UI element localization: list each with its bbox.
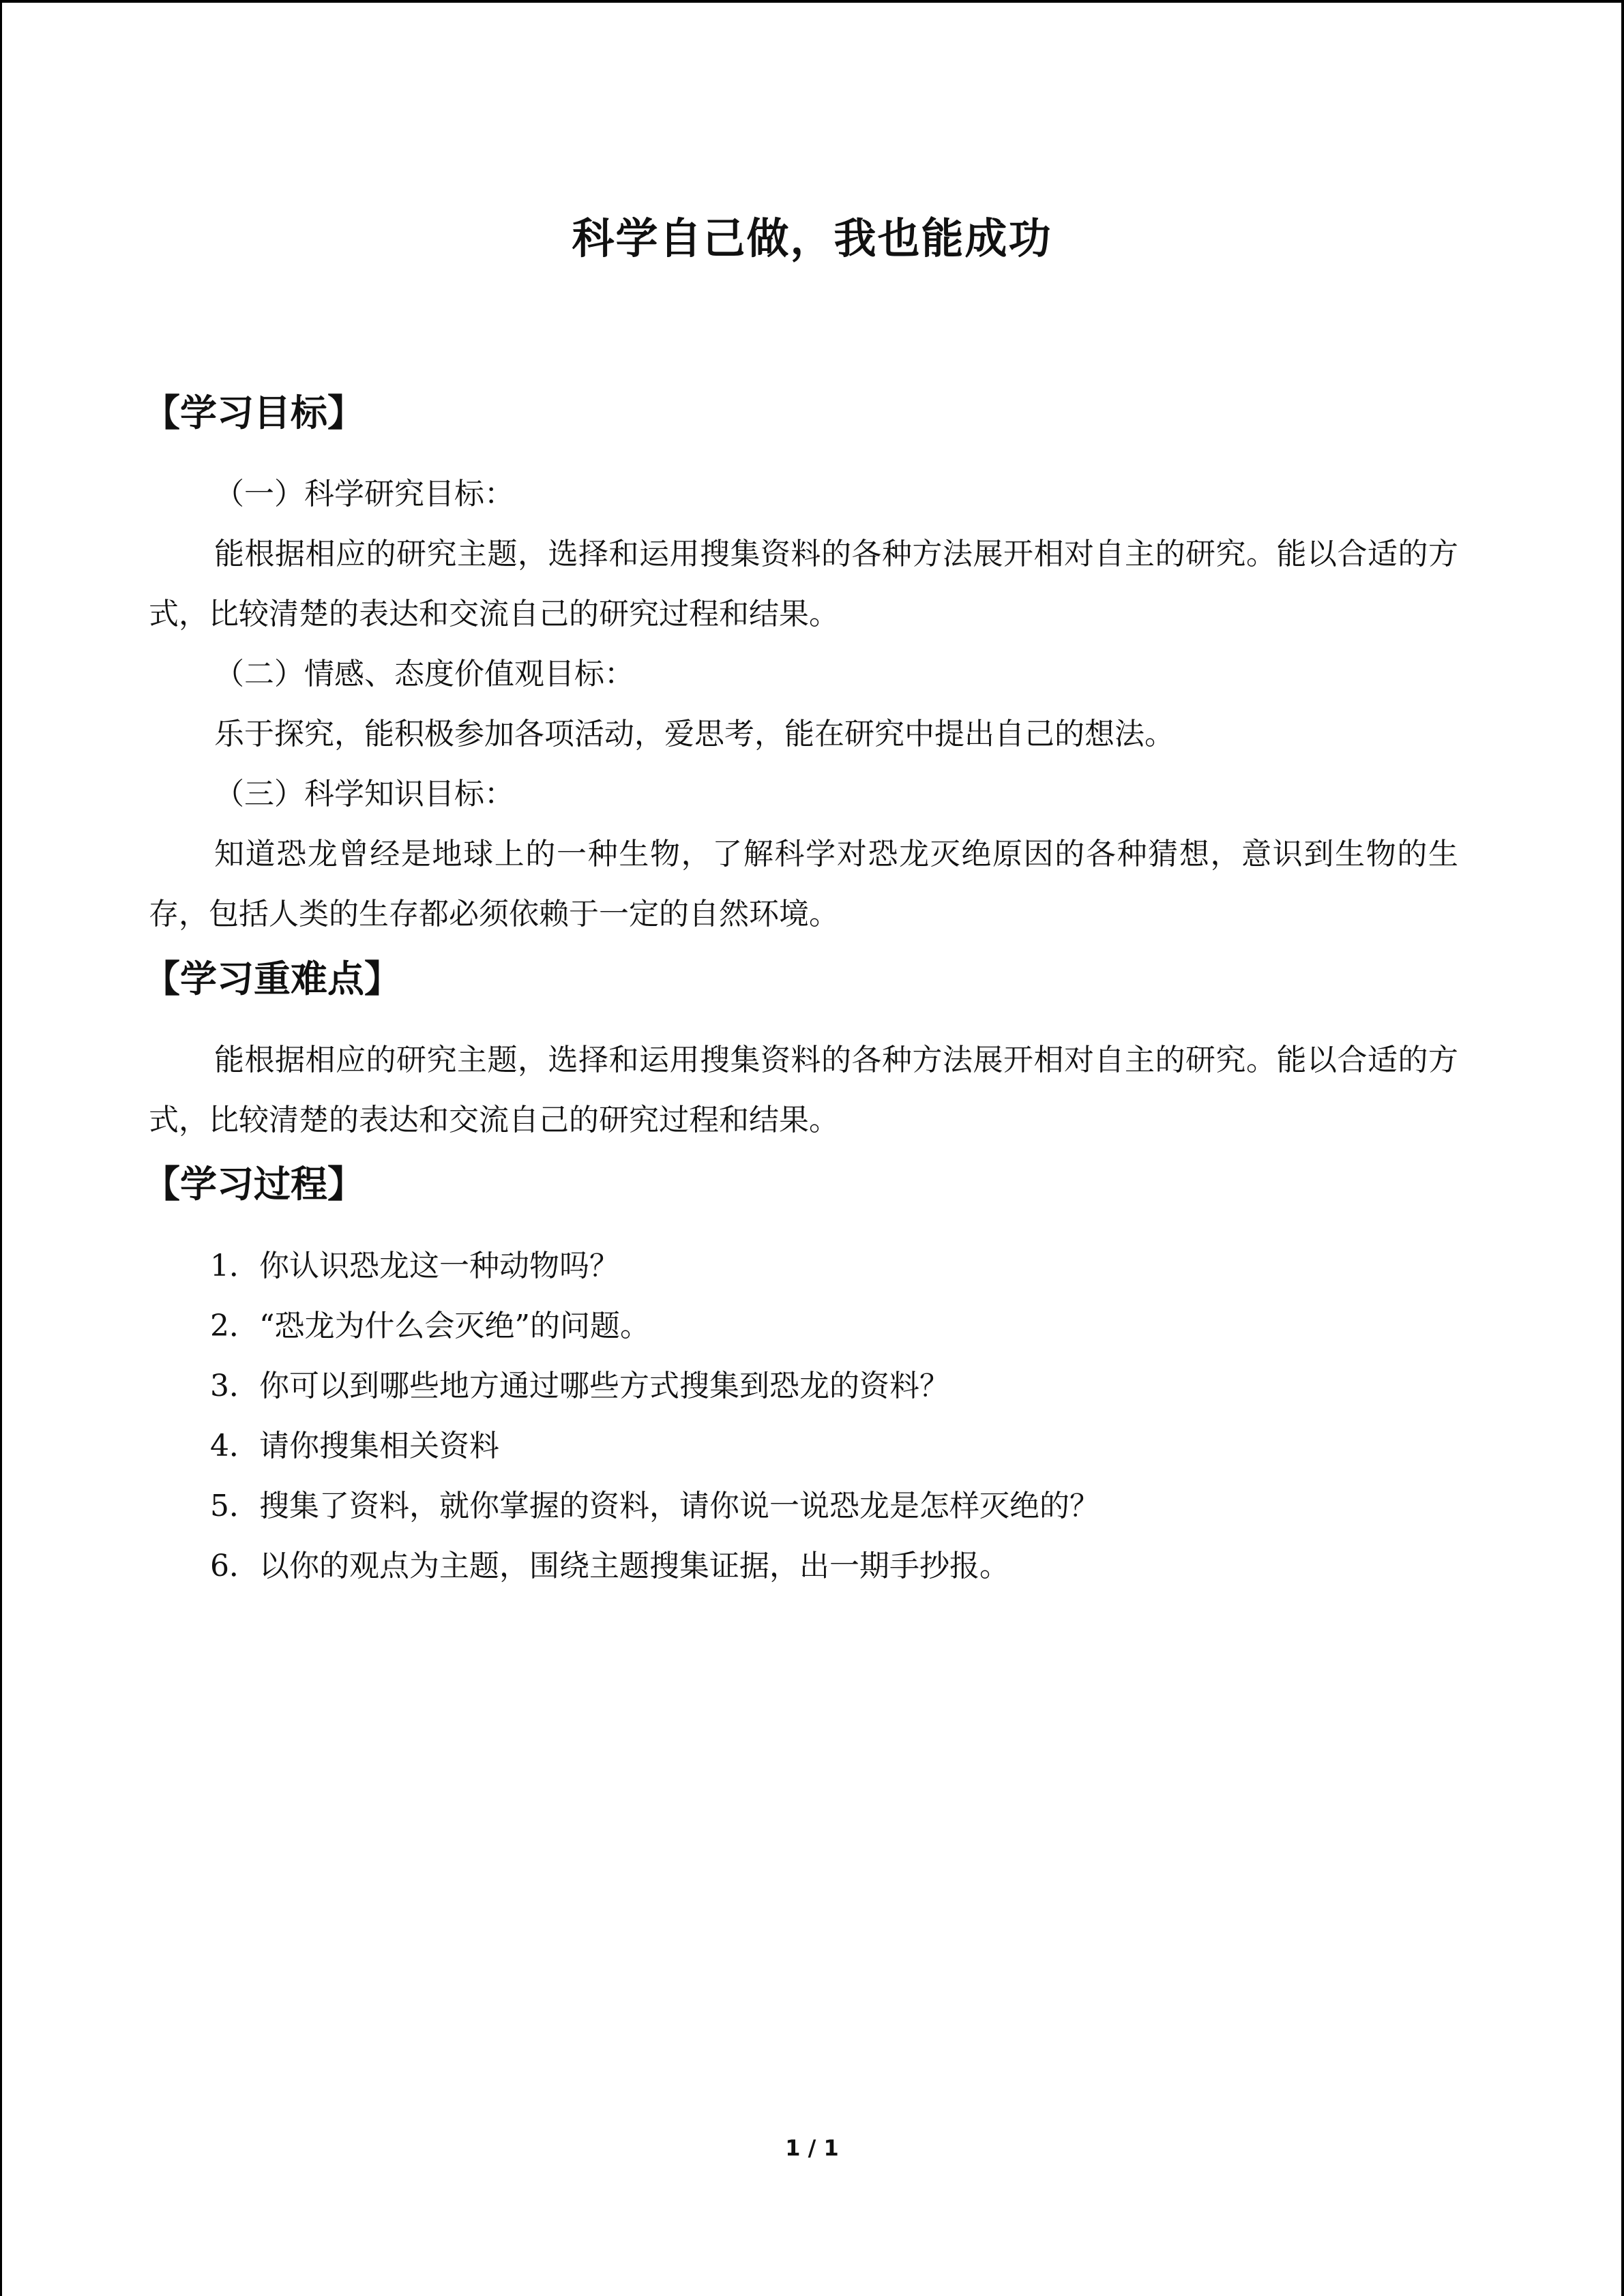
subheading-research-objective: （一）科学研究目标： [214, 477, 514, 511]
paragraph-key-points: 能根据相应的研究主题，选择和运用搜集资料的各种方法展开相对自主的研究。能以合适的方式，比较清楚的表达和交流自己的研究过程和结果。 [149, 1043, 1458, 1137]
subheading-attitude-objective: （二）情感、态度价值观目标： [214, 657, 634, 691]
process-item-2: 2．“恐龙为什么会灭绝”的问题。 [210, 1309, 650, 1343]
heading-objectives: 【学习目标】 [143, 391, 364, 434]
heading-key-points: 【学习重难点】 [143, 957, 401, 1000]
paragraph-attitude-objective: 乐于探究，能积极参加各项活动，爱思考，能在研究中提出自己的想法。 [214, 717, 1175, 751]
subheading-knowledge-objective: （三）科学知识目标： [214, 777, 514, 811]
process-item-6: 6．以你的观点为主题，围绕主题搜集证据，出一期手抄报。 [210, 1549, 1009, 1583]
process-item-5: 5．搜集了资料，就你掌握的资料，请你说一说恐龙是怎样灭绝的？ [210, 1489, 1099, 1523]
paragraph-research-objective: 能根据相应的研究主题，选择和运用搜集资料的各种方法展开相对自主的研究。能以合适的方式，比较清楚的表达和交流自己的研究过程和结果。 [149, 537, 1458, 631]
process-item-1: 1．你认识恐龙这一种动物吗？ [210, 1249, 619, 1283]
process-item-3: 3．你可以到哪些地方通过哪些方式搜集到恐龙的资料？ [210, 1369, 949, 1403]
process-item-4: 4．请你搜集相关资料 [210, 1429, 499, 1463]
document-title: 科学自己做，我也能成功 [572, 213, 1052, 263]
page-number: 1 / 1 [785, 2135, 839, 2161]
paragraph-knowledge-objective: 知道恐龙曾经是地球上的一种生物，了解科学对恐龙灭绝原因的各种猜想，意识到生物的生存，包括人类的生存都必须依赖于一定的自然环境。 [149, 837, 1458, 931]
heading-process: 【学习过程】 [143, 1163, 364, 1206]
